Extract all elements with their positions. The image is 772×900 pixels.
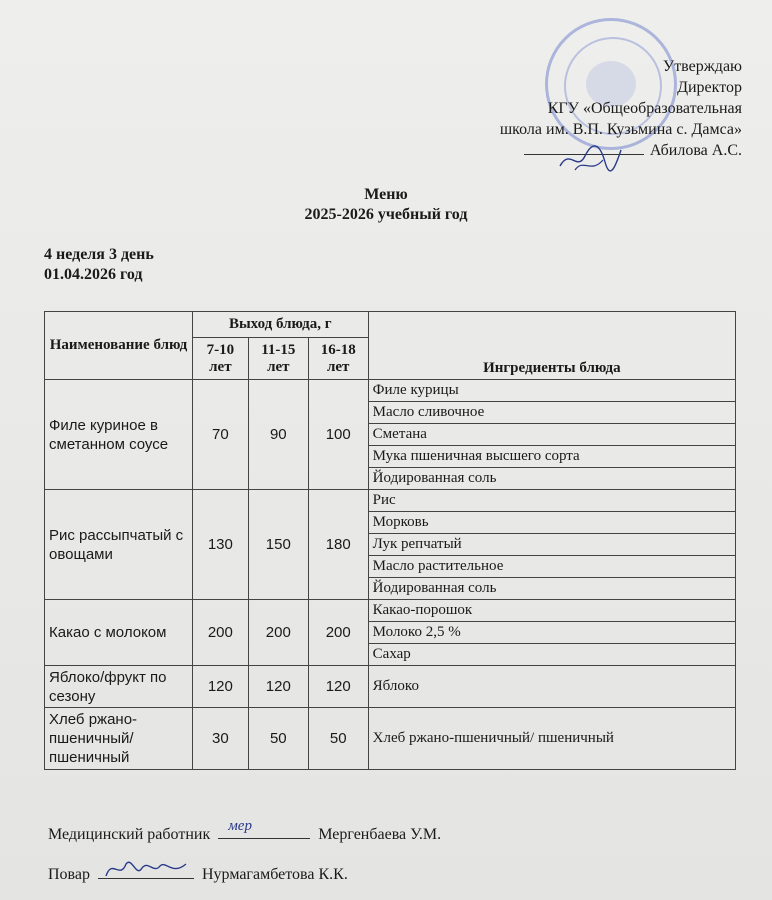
ingredient: Яблоко	[368, 666, 735, 708]
ingredient: Масло растительное	[368, 556, 735, 578]
medic-signature-blank	[218, 818, 310, 839]
dish-name: Какао с молоком	[45, 600, 193, 666]
header-age-16-18: 16-18 лет	[308, 338, 368, 380]
approval-line-2: Директор	[677, 79, 742, 96]
cook-signature-icon	[102, 854, 192, 884]
dish-name: Яблоко/фрукт по сезону	[45, 666, 193, 708]
ingredient: Йодированная соль	[368, 578, 735, 600]
ingredient: Сахар	[368, 644, 735, 666]
cook-name: Нурмагамбетова К.К.	[202, 866, 348, 883]
yield-7-10: 30	[192, 708, 248, 770]
ingredient: Лук репчатый	[368, 534, 735, 556]
table-row	[45, 600, 736, 622]
yield-11-15: 50	[248, 708, 308, 770]
yield-7-10: 120	[192, 666, 248, 708]
yield-16-18: 180	[308, 490, 368, 600]
ingredient: Хлеб ржано-пшеничный/ пшеничный	[368, 708, 735, 770]
cook-signature-blank	[98, 864, 194, 879]
menu-date: 01.04.2026 год	[44, 266, 143, 283]
yield-16-18: 120	[308, 666, 368, 708]
yield-11-15: 120	[248, 666, 308, 708]
director-name: Абилова А.С.	[649, 142, 742, 159]
ingredient: Рис	[368, 490, 735, 512]
director-signature-icon	[555, 138, 625, 178]
yield-11-15: 200	[248, 600, 308, 666]
ingredient: Морковь	[368, 512, 735, 534]
menu-table	[44, 311, 736, 770]
yield-7-10: 130	[192, 490, 248, 600]
approval-line-3: КГУ «Общеобразовательная	[547, 100, 742, 117]
medic-name: Мергенбаева У.М.	[318, 826, 442, 843]
cook-signature-row	[48, 864, 348, 884]
header-age-11-15: 11-15 лет	[248, 338, 308, 380]
ingredient: Филе курицы	[368, 380, 735, 402]
yield-7-10: 70	[192, 380, 248, 490]
ingredient: Молоко 2,5 %	[368, 622, 735, 644]
medic-signature: мер	[228, 818, 252, 834]
table-row	[45, 708, 736, 770]
table-row	[45, 490, 736, 512]
ingredient: Какао-порошок	[368, 600, 735, 622]
dish-name: Рис рассыпчатый с овощами	[45, 490, 193, 600]
header-ingredients: Ингредиенты блюда	[368, 312, 735, 380]
yield-16-18: 50	[308, 708, 368, 770]
ingredient: Сметана	[368, 424, 735, 446]
yield-16-18: 200	[308, 600, 368, 666]
week-day: 4 неделя 3 день	[44, 246, 154, 263]
approval-line-4: школа им. В.П. Кузьмина с. Дамса»	[499, 121, 742, 138]
yield-16-18: 100	[308, 380, 368, 490]
medic-label: Медицинский работник	[48, 826, 211, 843]
yield-11-15: 150	[248, 490, 308, 600]
table-row	[45, 666, 736, 708]
header-age-7-10: 7-10 лет	[192, 338, 248, 380]
document-title: Меню	[364, 186, 408, 203]
approval-line-1: Утверждаю	[662, 58, 742, 75]
dish-name: Хлеб ржано-пшеничный/ пшеничный	[45, 708, 193, 770]
ingredient: Масло сливочное	[368, 402, 735, 424]
dish-name: Филе куриное в сметанном соусе	[45, 380, 193, 490]
table-row	[45, 380, 736, 402]
yield-11-15: 90	[248, 380, 308, 490]
medic-signature-row	[48, 818, 442, 844]
yield-7-10: 200	[192, 600, 248, 666]
header-yield: Выход блюда, г	[192, 312, 368, 338]
ingredient: Йодированная соль	[368, 468, 735, 490]
cook-label: Повар	[48, 866, 90, 883]
school-year: 2025-2026 учебный год	[304, 206, 468, 223]
ingredient: Мука пшеничная высшего сорта	[368, 446, 735, 468]
header-dish: Наименование блюд	[45, 312, 193, 380]
